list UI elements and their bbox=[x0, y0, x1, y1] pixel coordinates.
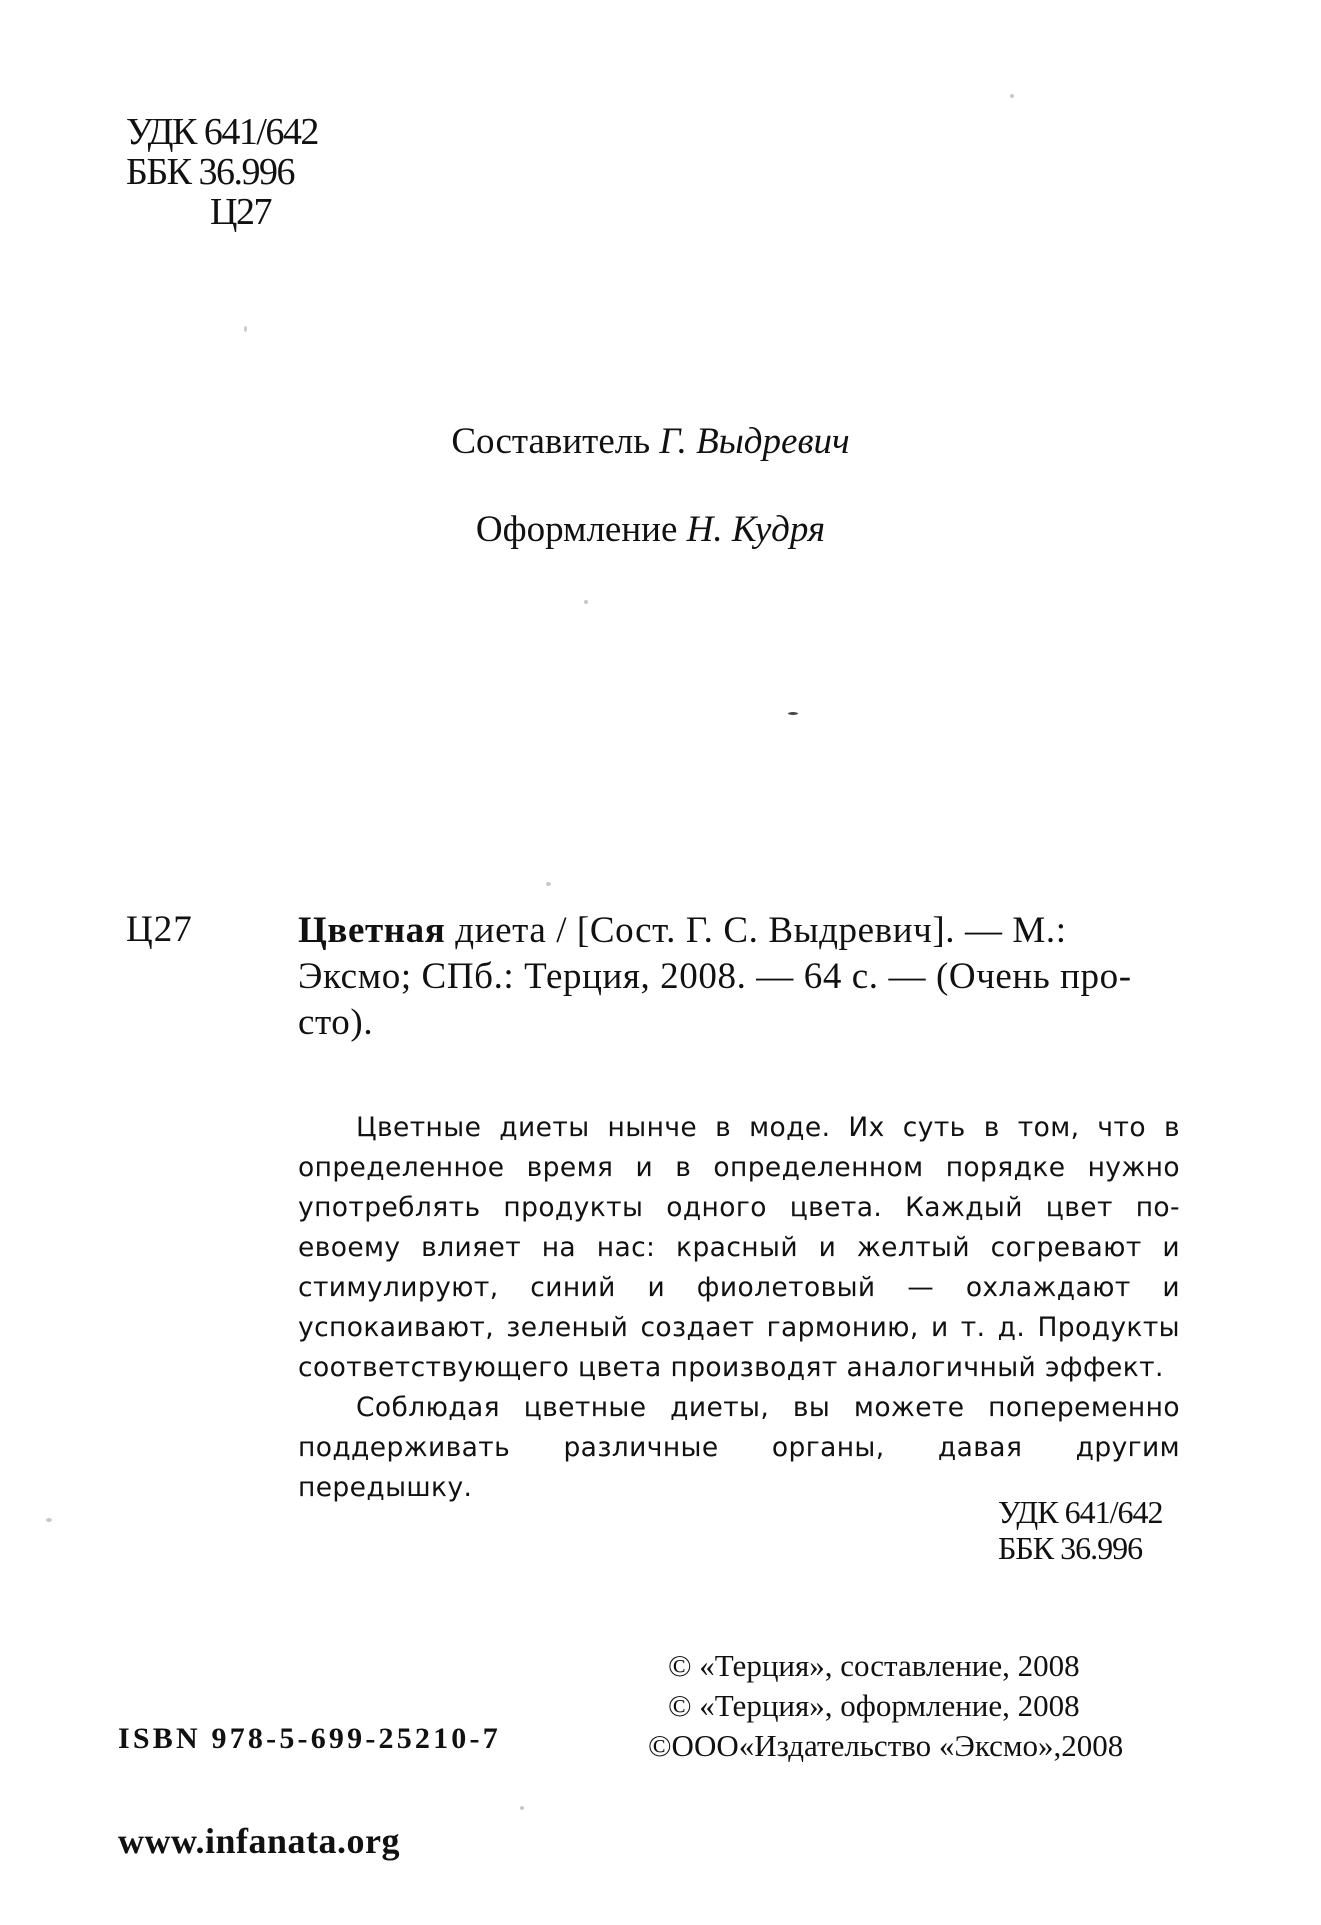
bbk-code: ББК 36.996 bbox=[126, 151, 294, 193]
scan-speck bbox=[1010, 94, 1014, 98]
design-name: Н. Кудря bbox=[686, 509, 826, 550]
copyright-line: ©ООО«Издательство «Эксмо»,2008 bbox=[648, 1728, 1124, 1763]
isbn: ISBN 978-5-699-25210-7 bbox=[118, 1722, 501, 1755]
compiler-credit bbox=[0, 420, 1311, 463]
scan-speck bbox=[546, 882, 551, 886]
scan-speck bbox=[584, 600, 588, 604]
catalog-entry-line-1 bbox=[298, 908, 1180, 954]
annotation-paragraph: Цветные диеты нынче в моде. Их суть в том, что в определенное время и в определенном порядке нужно употреблять продукты одного цвета. Каждый цвет по-евоему влияет на нас: красный и желтый согревают и стимулируют, синий и фиолетовый — охлаждают и успокаивают, зеленый создает гармонию, и т. д. Продукты соответствующего цвета производят аналогичный эффект. bbox=[298, 1112, 1180, 1383]
scan-speck bbox=[520, 1806, 524, 1810]
copyright-line: © «Терция», оформление, 2008 bbox=[668, 1688, 1080, 1723]
udk-code: УДК 641/642 bbox=[126, 111, 318, 153]
catalog-entry-line-2: Эксмо; СПб.: Терция, 2008. — 64 с. — (Очень про- bbox=[298, 956, 1132, 997]
compiler-label: Составитель bbox=[451, 421, 651, 462]
catalog-entry-line-3: сто). bbox=[298, 1002, 374, 1043]
catalog-entry-line-1-rest: диета / [Сост. Г. С. Выдревич]. — М.: bbox=[445, 910, 1067, 951]
annotation-paragraph: Соблюдая цветные диеты, вы можете попеременно поддерживать различные органы, давая другим передышку. bbox=[298, 1392, 1180, 1503]
udk-code: УДК 641/642 bbox=[998, 1494, 1163, 1530]
author-mark: Ц27 bbox=[210, 191, 271, 233]
compiler-name: Г. Выдревич bbox=[659, 421, 850, 462]
annotation bbox=[298, 1108, 1180, 1508]
scan-speck bbox=[244, 326, 247, 332]
design-credit bbox=[0, 508, 1311, 551]
design-label: Оформление bbox=[475, 509, 678, 550]
catalog-author-mark: Ц27 bbox=[126, 909, 193, 950]
scan-speck bbox=[788, 712, 798, 715]
book-title-bold: Цветная bbox=[298, 910, 446, 951]
copyright-line: © «Терция», составление, 2008 bbox=[668, 1648, 1080, 1683]
top-classification-codes bbox=[126, 112, 318, 232]
catalog-entry bbox=[298, 908, 1180, 1046]
copyright-block bbox=[648, 1646, 1123, 1766]
scan-speck bbox=[46, 1518, 52, 1522]
bottom-classification-codes bbox=[998, 1494, 1162, 1566]
website-url: www.infanata.org bbox=[118, 1821, 401, 1861]
bbk-code: ББК 36.996 bbox=[998, 1530, 1143, 1566]
